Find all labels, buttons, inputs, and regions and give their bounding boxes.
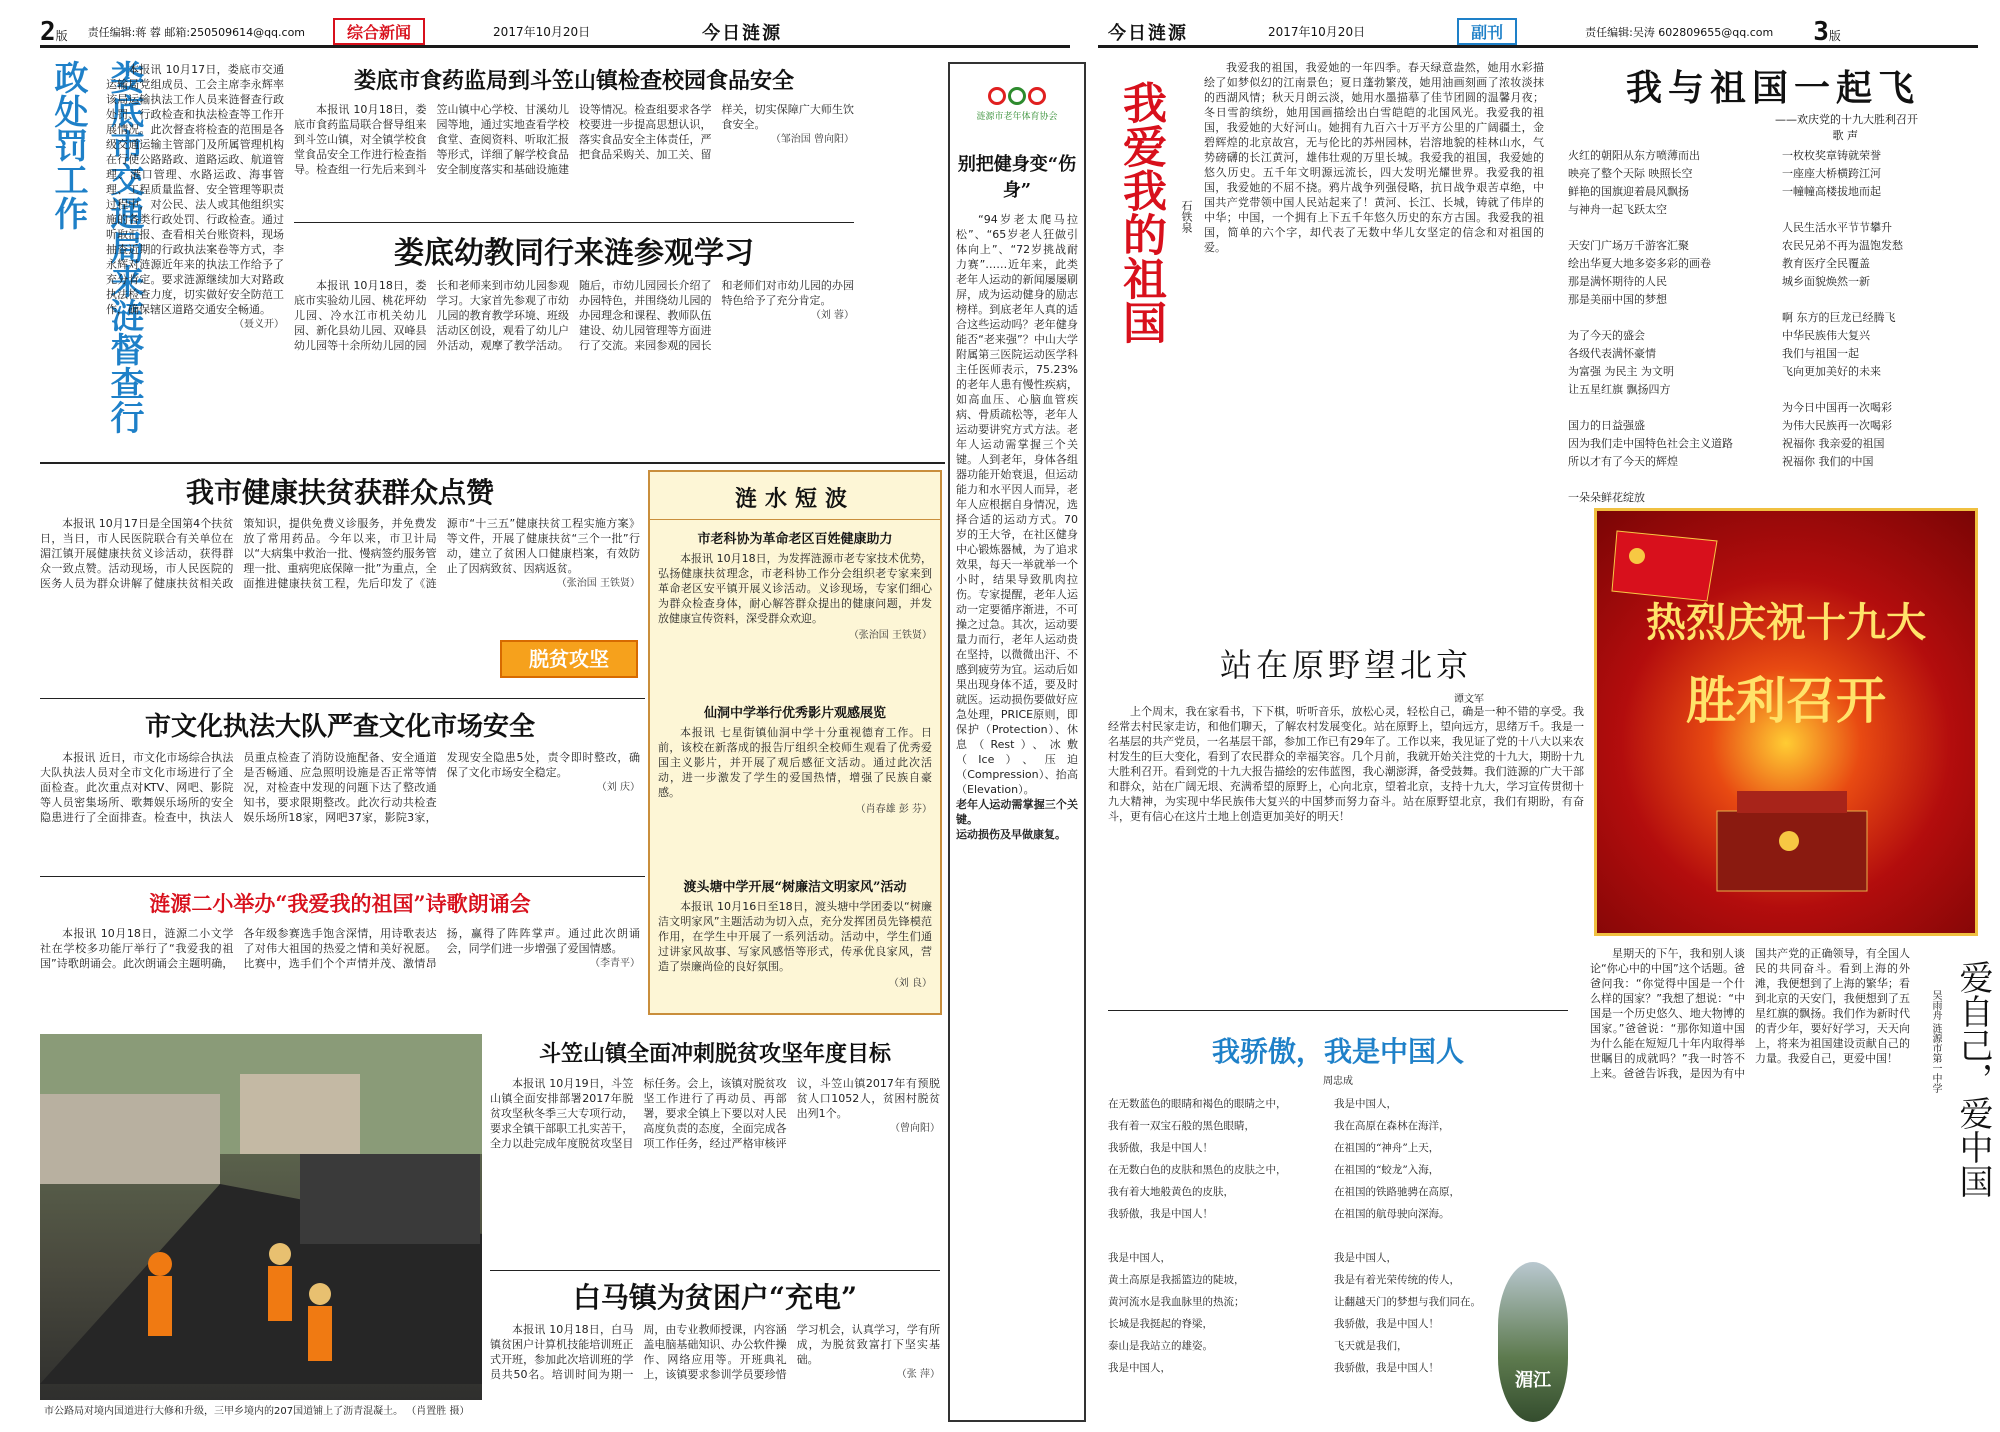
brief-item: 仙洞中学举行优秀影片观感展览 本报讯 七星街镇仙洞中学十分重视德育工作。日前，该校在新落成的报告厅组织全校师生观看了优秀爱国主义影片，并开展了观后感征文活动。通过此次活动，进一步激发了学生的爱国热情，增强了民族自豪感。 （肖春雄 彭 芬）: [658, 706, 932, 815]
poem-line: 我骄傲，我是中国人！: [1108, 1208, 1213, 1220]
poem-line: 在无数蓝色的眼睛和褐色的眼睛之中，: [1108, 1098, 1287, 1110]
poem-line: 在无数白色的皮肤和黑色的皮肤之中，: [1108, 1164, 1287, 1176]
poem-line: 我骄傲，我是中国人！: [1108, 1142, 1213, 1154]
poem-line: 黄土高原是我摇篮边的陡坡，: [1108, 1274, 1245, 1286]
poem-line: 一幢幢高楼拔地而起: [1782, 185, 1881, 198]
poem-line: 中华民族伟大复兴: [1782, 329, 1870, 342]
banner-line-2: 胜利召开: [1686, 671, 1886, 730]
poem-line: 天安门广场万千游客汇聚: [1568, 239, 1689, 252]
page-header-left: [40, 18, 1070, 48]
poem-line: 人民生活水平节节攀升: [1782, 221, 1892, 234]
poem-subtitle: ——欢庆党的十九大胜利召开: [1775, 113, 1918, 126]
issue-date: 2017年10月20日: [493, 25, 591, 39]
essay-beijing-title: 站在原野望北京: [1219, 646, 1472, 684]
article-food-body: 本报讯 10月18日，娄底市食药监局联合督导组来到斗笠山镇，对全镇学校食堂食品安全工作进行检查指导。检查组一行先后来到斗笠山镇中心学校、甘溪幼儿园等地，通过实地查看学校食堂、查阅资料、听取汇报等形式，详细了解学校食品安全制度落实和基础设施建设等情况。检查组要求各学校要进一步提高思想认识，落实食品安全主体责任，严把食品采购关、加工关、留样关，切实保障广大师生饮食安全。 （邹治国 曾向阳）: [294, 103, 854, 176]
poem-line: [1568, 309, 1768, 327]
poem-line: 我是中国人，: [1334, 1098, 1397, 1110]
issue-date: 2017年10月20日: [1268, 25, 1366, 39]
poem-line: [1782, 201, 1978, 219]
poem-line: 为伟大民族再一次喝彩: [1782, 419, 1892, 432]
congress-banner: [1594, 508, 1978, 936]
poem-title: 我与祖国一起飞: [1625, 67, 1920, 109]
poem-line: 飞天就是我们，: [1334, 1340, 1408, 1352]
news-briefs-box: [648, 470, 942, 1015]
sports-association-logo: 涟源市老年体育协会: [950, 64, 1084, 144]
poem-line: [1334, 1225, 1554, 1247]
poem-line: 教育医疗全民覆盖: [1782, 257, 1870, 270]
poem-line: 泰山是我站立的雄姿。: [1108, 1340, 1213, 1352]
poem-line: 一朵朵鲜花绽放: [1568, 491, 1645, 504]
poem-column: [1568, 147, 1768, 504]
poem-line: 黄河流水是我血脉里的热流；: [1108, 1296, 1245, 1308]
article-transport-title: 娄底市交通局来涟督查行政处罚工作: [48, 60, 144, 434]
poem-line: 我是中国人，: [1334, 1252, 1397, 1264]
poem-line: 我们与祖国一起: [1782, 347, 1859, 360]
article-culture-title: 市文化执法大队严查文化市场安全: [144, 712, 535, 742]
page-header-right: [1098, 18, 1978, 48]
poem-line: 国力的日益强盛: [1568, 419, 1645, 432]
section-badge: 综合新闻: [333, 18, 425, 45]
poem-line: 农民兄弟不再为温饱发愁: [1782, 239, 1903, 252]
poem-line: 所以才有了今天的辉煌: [1568, 455, 1678, 468]
article-poetry-title: 涟源二小举办“我爱我的祖国”诗歌朗诵会: [149, 891, 531, 916]
scenic-photo: 湄江: [1498, 1262, 1568, 1422]
essay-love-motherland-title: 我爱我的祖国: [1115, 80, 1166, 344]
poem-line: 与神舟一起飞跃太空: [1568, 203, 1667, 216]
editor-info: 责任编辑:蒋 蓉 邮箱:250509614@qq.com: [87, 25, 306, 39]
poem-line: 城乡面貌焕然一新: [1782, 275, 1870, 288]
poem-line: 那是美丽中国的梦想: [1568, 293, 1667, 306]
road-paving-photo: [40, 1034, 482, 1419]
poem-line: 鲜艳的国旗迎着晨风飘扬: [1568, 185, 1689, 198]
poem2-title: 我骄傲，我是中国人: [1211, 1035, 1464, 1068]
poem-author: 歌 声: [1832, 129, 1858, 142]
poem-line: 映亮了整个天际 映照长空: [1568, 167, 1693, 180]
poem-fly-with-motherland: [1568, 60, 1978, 504]
health-column: [948, 62, 1086, 1422]
poem-line: 在祖国的“神舟”上天，: [1334, 1142, 1440, 1154]
poem-line: 我骄傲，我是中国人！: [1334, 1362, 1439, 1374]
masthead: 今日涟源: [1108, 22, 1188, 44]
article-transport-body: 本报讯 10月17日，娄底市交通运输局党组成员、工会主席李永辉率该局运输执法工作人员来涟督查行政处罚、行政检查和执法检查等工作开展情况。此次督查将检查的范围是各级交通运输主管部门及所属管理机构在行使公路路政、道路运政、航道管理、港口管理、水路运政、海事管理、工程质量监督、安全管理等职责过程中，对公民、法人或其他组织实施的各类行政处罚、行政检查。通过听取汇报、查看相关台账资料，现场抽查近期的行政执法案卷等方式，李永辉对涟源近年来的执法工作给予了充分肯定。要求涟源继续加大对路政执法检查力度，切实做好安全防范工作，确保辖区道路交通安全畅通。 （聂义开）: [106, 63, 284, 330]
news-briefs-title: 涟水短波: [650, 472, 940, 520]
page-3: [1098, 0, 2000, 1429]
poem-line: 那是满怀期待的人民: [1568, 275, 1667, 288]
banner-line-1: 热烈庆祝十九大: [1646, 599, 1926, 646]
article-douli-title: 斗笠山镇全面冲刺脱贫攻坚年度目标: [538, 1041, 891, 1067]
poem-line: 长城是我挺起的脊梁，: [1108, 1318, 1213, 1330]
poem-line: 我有着大地般黄色的皮肤，: [1108, 1186, 1234, 1198]
article-poetry-body: 本报讯 10月18日，涟源二小文学社在学校多功能厅举行了“我爱我的祖国”诗歌朗诵会。此次朗诵会主题明确，各年级参赛选手饱含深情，用诗歌表达了对伟大祖国的热爱之情和美好祝愿。比赛中，选手们个个声情并茂、激情昂扬，赢得了阵阵掌声。通过此次朗诵会，同学们进一步增强了爱国情感。 （李青平）: [40, 927, 640, 970]
essay-beijing-title-block: [1108, 640, 1584, 705]
poem-line: 为富强 为民主 为文明: [1568, 365, 1674, 378]
poem-line: 我是有着光荣传统的传人，: [1334, 1274, 1460, 1286]
poem-line: 因为我们走中国特色社会主义道路: [1568, 437, 1733, 450]
article-kindergarten-body: 本报讯 10月18日，娄底市实验幼儿园、桃花坪幼儿园、冷水江市机关幼儿园、新化县幼儿园、双峰县幼儿园等十余所幼儿园的园长和老师来到市幼儿园参观学习。大家首先参观了市幼儿园的教育教学环境、班级活动区创设，观看了幼儿户外活动，观摩了教学活动。随后，市幼儿园园长介绍了办园特色，并围绕幼儿园的办园理念和课程、教师队伍建设、幼儿园管理等方面进行了交流。来园参观的园长和老师们对市幼儿园的办园特色给予了充分肯定。 （刘 蓉）: [294, 279, 854, 352]
essay-author: 石铁泉: [1180, 200, 1193, 233]
article-health-body: 本报讯 10月17日是全国第4个扶贫日，当日，市人民医院联合有关单位在湄江镇开展健康扶贫义诊活动，获得群众一致点赞。活动现场，市人民医院的医务人员为群众讲解了健康扶贫相关政策知识，提供免费义诊服务，并免费发放了常用药品。今年以来，市卫计局以“大病集中救治一批、慢病签约服务管理一批、重病兜底保障一批”为重点，全面推进健康扶贫工程，先后印发了《涟源市“十三五”健康扶贫工程实施方案》等文件，开展了健康扶贫“三个一批”行动，建立了贫困人口健康档案，有效防止了因病致贫、因病返贫。 （张治国 王铁贤）: [40, 517, 640, 590]
poem-line: 在祖国的“蛟龙”入海，: [1334, 1164, 1440, 1176]
tag-poverty: 脱贫攻坚: [500, 640, 638, 678]
poem-line: 各级代表满怀豪情: [1568, 347, 1656, 360]
poem-line: 祝福你 我亲爱的祖国: [1782, 437, 1885, 450]
poem-line: 我是中国人，: [1108, 1252, 1171, 1264]
brief-item: 市老科协为革命老区百姓健康助力 本报讯 10月18日，为发挥涟源市老专家技术优势，弘扬健康扶贫理念，市老科协工作分会组织老专家来到革命老区安平镇开展义诊活动。义诊现场，专家们细心为群众检查身体，耐心解答群众提出的健康问题，并发放健康宣传资料，深受群众欢迎。 （张治国 王铁贤）: [658, 532, 932, 641]
poem-line: 让翻越天门的梦想与我们同在。: [1334, 1296, 1481, 1308]
article-culture-body: 本报讯 近日，市文化市场综合执法大队执法人员对全市文化市场进行了全面检查。此次重点对KTV、网吧、影院等人员密集场所、歌舞娱乐场所的安全隐患进行了全面排查。检查中，执法人员重点检查了消防设施配备、安全通道是否畅通、应急照明设施是否正常等情况，对检查中发现的问题下达了整改通知书，要求限期整改。此次行动共检查娱乐场所18家，网吧37家，影院3家，发现安全隐患5处，责令即时整改，确保了文化市场安全稳定。 （刘 庆）: [40, 751, 640, 824]
poem-line: 火红的朝阳从东方喷薄而出: [1568, 149, 1700, 162]
poem-line: 飞向更加美好的未来: [1782, 365, 1881, 378]
column-body: “94岁老太爬马拉松”、“65岁老人狂做引体向上”、“72岁挑战耐力赛”……近年来，此类老年人运动的新闻屡屡刷屏，成为运动健身的励志榜样。到底老年人真的适合这些运动吗？老年健身能否“老来强”？中山大学附属第三医院运动医学科主任医师表示，75.23%的老年人患有慢性疾病，如高血压、心脑血管疾病、骨质疏松等，老年人运动要讲究方式方法。老年人运动需掌握三个关键。人到老年，身体各组器功能开始衰退，但运动能力和水平因人而异，老年人应根据自身情况，选择合适的运动方式。70岁的王大爷，在社区健身中心锻炼器械，为了追求效果，每天一举就举一个小时，结果导致肌肉拉伤。专家提醒，老年人运动一定要循序渐进，不可操之过急。其次，运动要量力而行，老年人运动贵在坚持，以微微出汗、不感到疲劳为宜。运动后如果出现身体不适，要及时就医。运动损伤要做好应急处理，PRICE原则，即保护（Protection）、休息（Rest）、冰敷（Ice）、压迫（Compression）、抬高（Elevation）。 老年人运动需掌握三个关键。 运动损伤及早做康复。: [956, 213, 1078, 841]
poem-line: 啊 东方的巨龙已经腾飞: [1782, 311, 1896, 324]
brief-item: 渡头塘中学开展“树廉洁文明家风”活动 本报讯 10月16日至18日，渡头塘中学团委以“树廉洁文明家风”主题活动为切入点，充分发挥团员先锋模范作用，在学生中开展了一系列活动。活动中，学生们通过讲家风故事、写家风感悟等形式，传承优良家风，营造了崇廉尚俭的良好氛围。 （刘 良）: [658, 880, 932, 989]
masthead: 今日涟源: [702, 22, 783, 44]
poem-line: 为今日中国再一次喝彩: [1782, 401, 1892, 414]
article-food-title: 娄底市食药监局到斗笠山镇检查校园食品安全: [353, 68, 794, 94]
essay-love-self-body: 星期天的下午，我和别人谈论“你心中的中国”这个话题。爸爸问我：“你觉得中国是一个什么样的国家？”我想了想说：“中国是一个历史悠久、地大物博的国家。”爸爸说：“那你知道中国为什么能在短短几十年内取得举世瞩目的成就吗？”我一时答不上来。爸爸告诉我，是因为有中国共产党的正确领导，有全国人民的共同奋斗。看到上海的外滩，我便想到了上海的繁华；看到北京的天安门，我便想到了五星红旗的飘扬。我们作为新时代的青少年，要好好学习，天天向上，将来为祖国建设贡献自己的力量。我爱自己，更爱中国！: [1590, 947, 1910, 1080]
essay-love-self-author: 吴雨舟 涟源市第一中学: [1930, 990, 1941, 1094]
poem-line: 祝福你 我们的中国: [1782, 455, 1874, 468]
poem-line: [1782, 291, 1978, 309]
poem-line: [1782, 381, 1978, 399]
poem2-author: 周忠成: [1323, 1076, 1353, 1087]
poem-line: 绘出华夏大地多姿多彩的画卷: [1568, 257, 1711, 270]
article-baima-body: 本报讯 10月18日，白马镇贫困户计算机技能培训班正式开班，参加此次培训班的学员共50名。培训时间为期一周，由专业教师授课，内容涵盖电脑基础知识、办公软件操作、网络应用等。开班典礼上，该镇要求参训学员要珍惜学习机会，认真学习，学有所成，为脱贫致富打下坚实基础。 （张 萍）: [490, 1323, 940, 1381]
page-number: 3版: [1813, 16, 1841, 47]
poem-line: [1568, 399, 1768, 417]
poem-line: 我在高原在森林在海洋，: [1334, 1120, 1450, 1132]
poem-line: 我有着一双宝石般的黑色眼睛，: [1108, 1120, 1255, 1132]
poem-line: 在祖国的航母驶向深海。: [1334, 1208, 1450, 1220]
poem-line: 我骄傲，我是中国人！: [1334, 1318, 1439, 1330]
poem-line: 我是中国人，: [1108, 1362, 1171, 1374]
photo-caption: 市公路局对境内国道进行大修和升级，三甲乡境内的207国道铺上了沥青混凝土。 （肖置胜 摄）: [40, 1400, 482, 1419]
poem-line: 一座座大桥横跨江河: [1782, 167, 1881, 180]
poem-line: [1108, 1225, 1318, 1247]
essay-love-self-title: 爱自己，爱中国: [1953, 960, 1993, 1198]
essay-beijing-body: 上个周末，我在家看书，下下棋，听听音乐，放松心灵，轻松自己，确是一种不错的享受。我经常去村民家走访，和他们聊天，了解农村发展变化。站在原野上，望向远方，思绪万千。我是一名基层的共产党员，一名基层干部，参加工作已有29年了。工作以来，我见证了党的十八大以来农村发生的巨大变化，看到了农民群众的幸福笑容。几个月前，我就开始关注党的十九大，期盼十九大胜利召开。看到党的十九大报告描绘的宏伟蓝图，我心潮澎湃，备受鼓舞。我们涟源的广大干部和群众，站在广阔无垠、充满希望的原野上，心向北京，望着北京，支持十九大，学习宣传贯彻十九大精神，为实现中华民族伟大复兴的中国梦而努力奋斗。站在原野望北京，我们有期盼，有奋斗，更有信心在这片土地上创造更加美好的明天！: [1108, 705, 1584, 823]
column-title: 别把健身变“伤身”: [957, 154, 1077, 201]
essay-beijing-author: 谭文军: [1454, 694, 1484, 705]
essay-love-motherland-body: 我爱我的祖国，我爱她的一年四季。春天绿意盎然，她用水彩描绘了如梦似幻的江南景色；夏日蓬勃繁茂，她用油画刻画了浓妆淡抹的西湖风情；秋天月朗云淡，她用水墨描摹了佳节团圆的温馨月夜；冬日雪韵缤纷，她用国画描绘出白雪皑皑的北国风光。我爱我的祖国，我爱她的大好河山。她拥有九百六十万平方公里的广阔疆土，金碧辉煌的北京故宫，无与伦比的苏州园林，岩溶地貌的桂林山水，气势磅礴的长江黄河，雄伟壮观的万里长城。我爱我的祖国，我爱她的悠久历史。五千年文明源远流长，四大发明光耀世界。我爱我的祖国，我爱她的不屈不挠。鸦片战争列强侵略，抗日战争艰苦卓绝，中国共产党带领中国人民站起来了！黄河、长江、长城，铸就了伟岸的中华；中国，一个拥有上下五千年悠久历史的东方古国。我爱我的祖国，简单的六个字，却代表了无数中华儿女坚定的信念和对祖国的爱。: [1204, 61, 1544, 254]
poem-column: [1782, 147, 1978, 477]
article-douli-body: 本报讯 10月19日，斗笠山镇全面安排部署2017年脱贫攻坚秋冬季三大专项行动，要求全镇干部职工扎实苦干，全力以赴完成年度脱贫攻坚目标任务。会上，该镇对脱贫攻坚工作进行了再动员、再部署，要求全镇上下要以对人民高度负责的态度，全面完成各项工作任务，经过严格审核评议，斗笠山镇2017年有预脱贫人口1052人，贫困村脱贫出列1个。 （曾向阳）: [490, 1077, 940, 1150]
poem-line: 在祖国的铁路驰骋在高原，: [1334, 1186, 1460, 1198]
poem-line: 一枚枚奖章铸就荣誉: [1782, 149, 1881, 162]
editor-info: 责任编辑:吴涛 602809655@qq.com: [1585, 25, 1774, 39]
article-baima-title: 白马镇为贫困户“充电”: [572, 1281, 858, 1314]
page-number: 2版: [40, 16, 68, 47]
poem-column: [1108, 1093, 1318, 1393]
poem-line: 为了今天的盛会: [1568, 329, 1645, 342]
article-health-title: 我市健康扶贫获群众点赞: [185, 476, 494, 509]
section-badge: 副刊: [1457, 18, 1517, 45]
poem-line: [1568, 471, 1768, 489]
poem-line: 让五星红旗 飘扬四方: [1568, 383, 1671, 396]
article-kindergarten-title: 娄底幼教同行来涟参观学习: [394, 236, 754, 271]
poem-line: [1568, 219, 1768, 237]
